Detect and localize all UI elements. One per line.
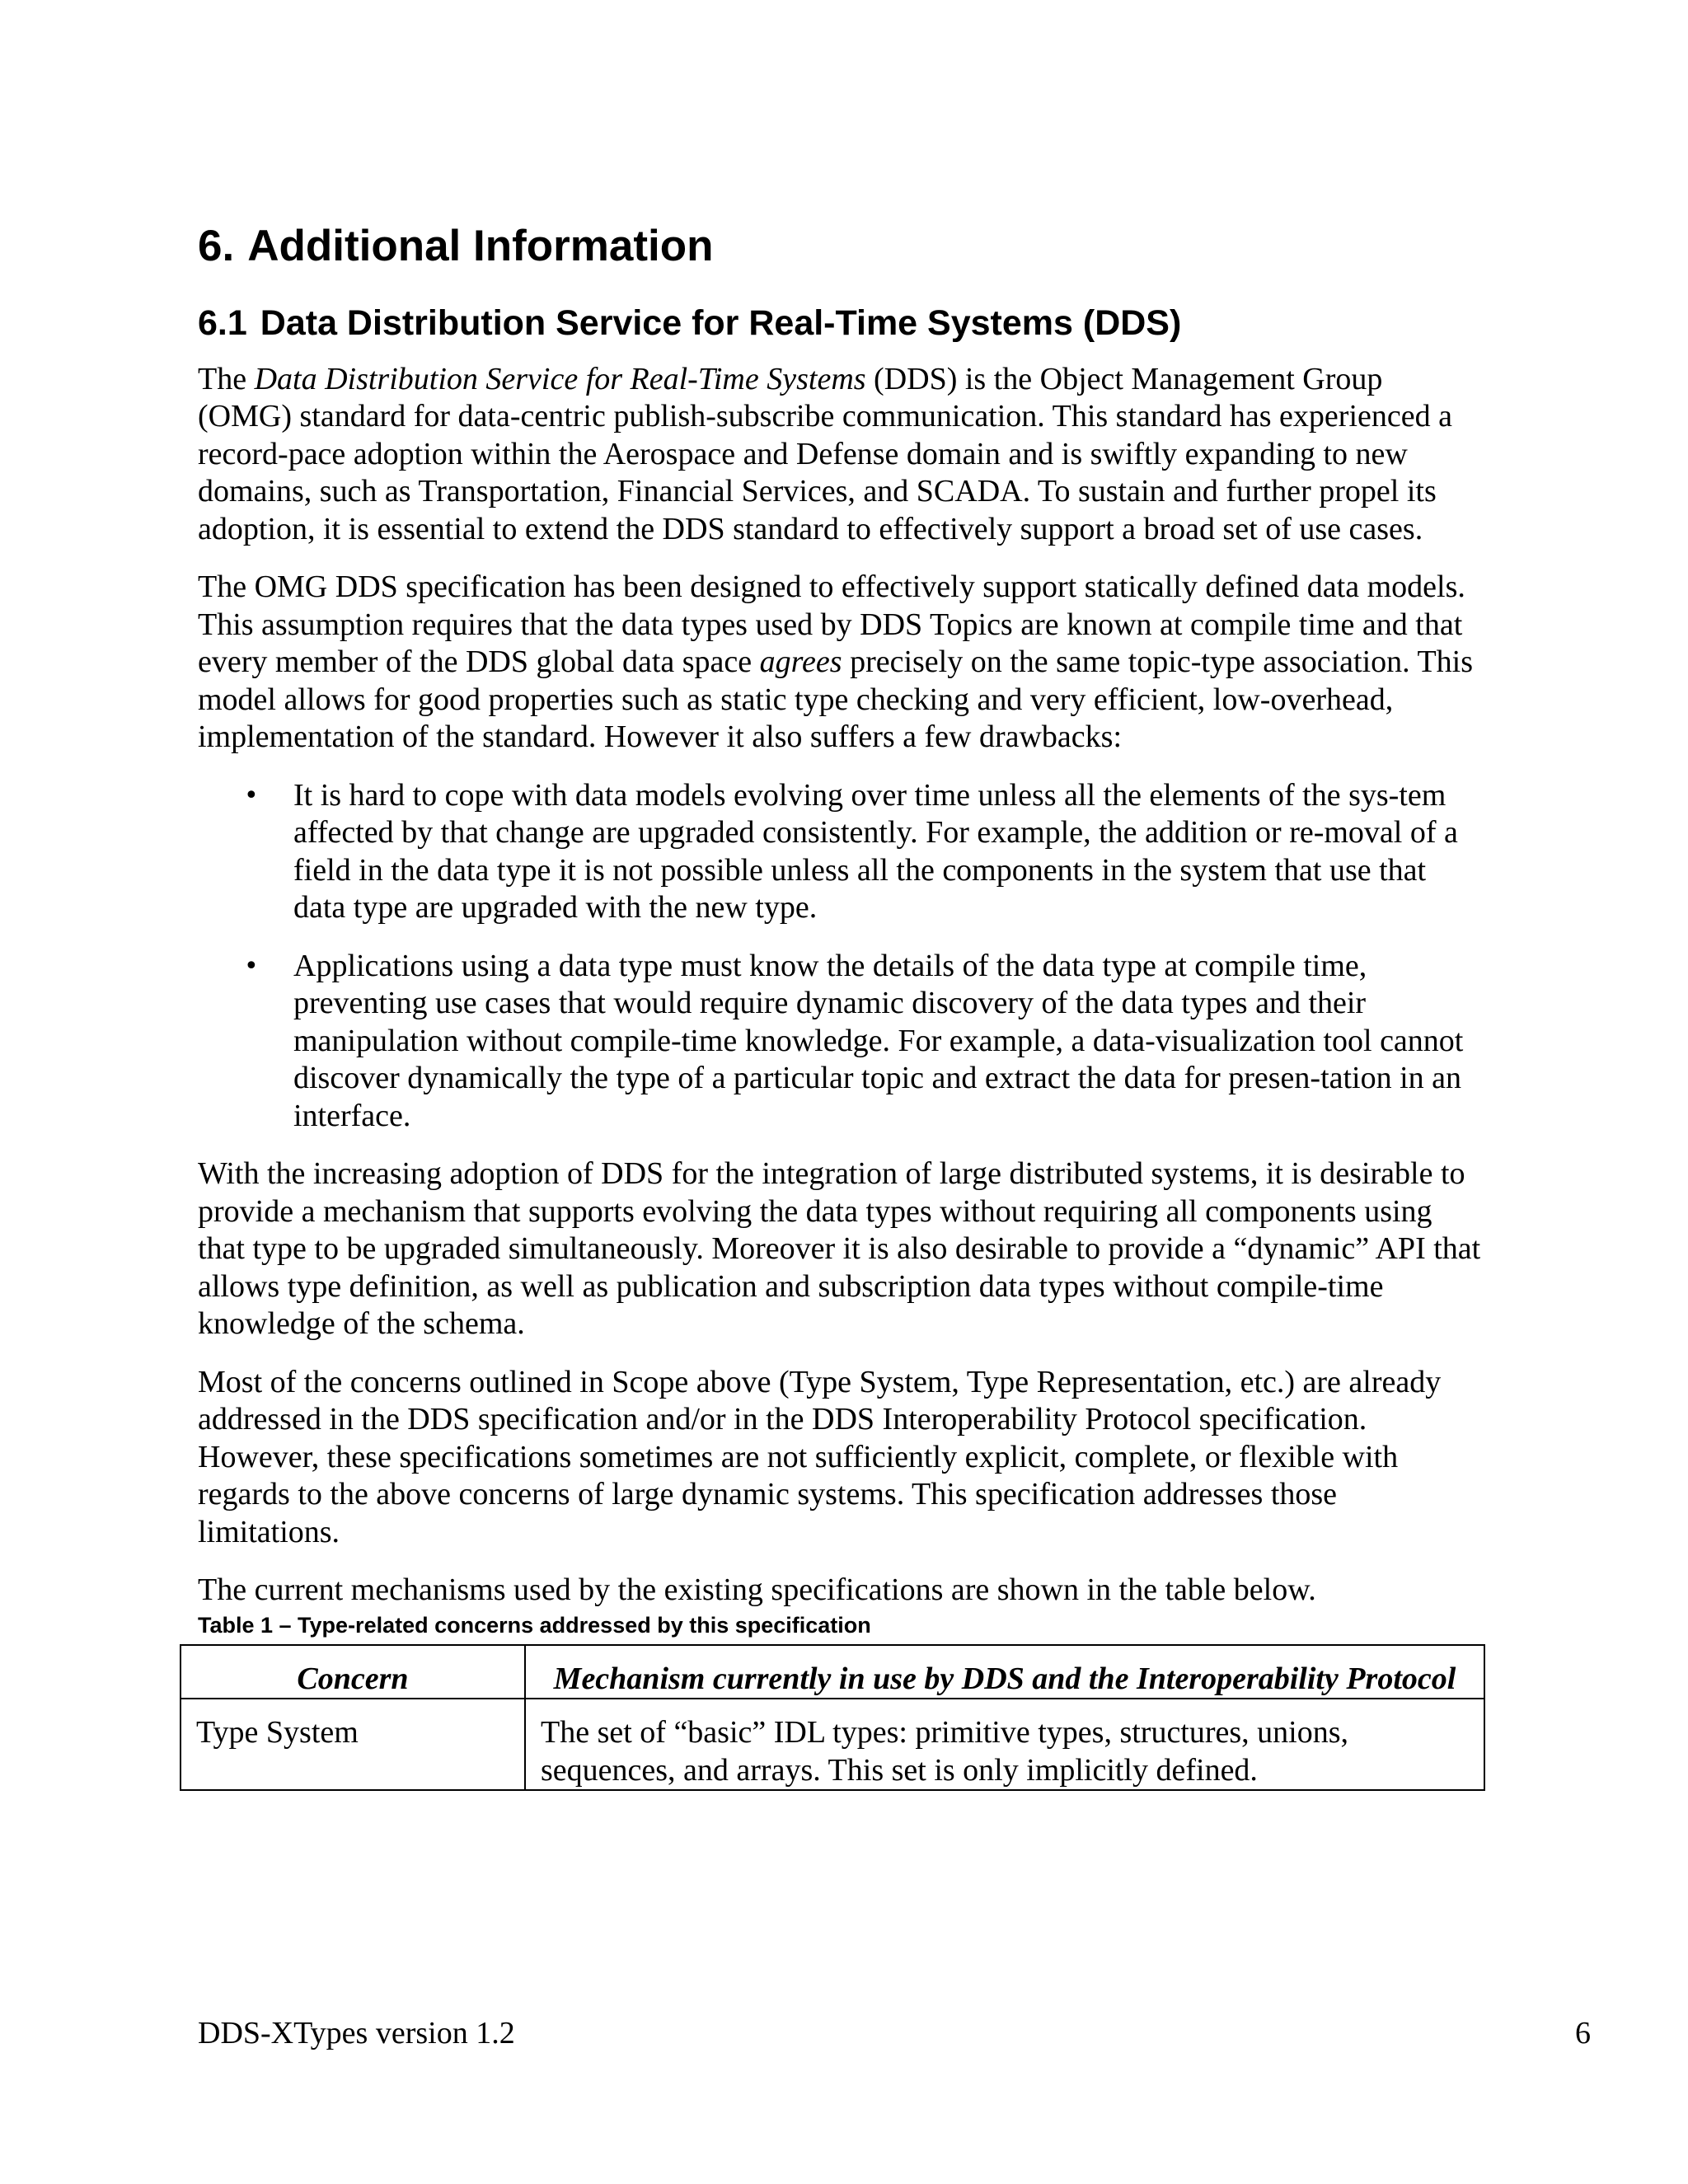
subsection-title: Data Distribution Service for Real-Time Systems (DDS) bbox=[260, 303, 1182, 344]
header-concern: Concern bbox=[181, 1645, 525, 1699]
section-heading bbox=[198, 223, 1484, 270]
paragraph-2 bbox=[198, 569, 1484, 757]
list-item bbox=[198, 948, 1484, 1136]
section-number: 6. bbox=[198, 222, 235, 270]
list-item-text: It is hard to cope with data models evolving over time unless all the elements of the sys-tem affected by that change are upgraded consistently. For example, the addition or re-moval of a field in the data type it is not possible unless all the components in the system that use that data type are upgraded with the new type. bbox=[293, 777, 1458, 926]
page-content bbox=[198, 223, 1484, 1791]
bullet-icon: • bbox=[244, 780, 259, 810]
paragraph-1-italic: Data Distribution Service for Real-Time Systems bbox=[254, 361, 866, 396]
paragraph-5: The current mechanisms used by the existing specifications are shown in the table below. bbox=[198, 1572, 1316, 1608]
paragraph-2-lead: The OMG DDS specification has been designed to effectively support statically defined data models. This assumption requires that the data types used by DDS Topics are known at compile time and that every member of the DDS global data space bbox=[198, 569, 1465, 680]
paragraph-1-rest: (DDS) is the Object Management Group (OMG) standard for data-centric publish-subscribe communication. This standard has experienced a record-pace adoption within the Aerospace and Defense domain and is swiftly expanding to new domains, such as Transportation, Financial Services, and SCADA. To sustain and further propel its adoption, it is essential to extend the DDS standard to effectively support a broad set of use cases. bbox=[198, 361, 1452, 546]
paragraph-3: With the increasing adoption of DDS for the integration of large distributed systems, it is desirable to provide a mechanism that supports evolving the data types without requiring all components using that type to be upgraded simultaneously. Moreover it is also desirable to provide a “dynamic” API that allows type definition, as well as publication and subscription data types without compile-time knowledge of the schema. bbox=[198, 1156, 1481, 1342]
cell-mechanism: The set of “basic” IDL types: primitive types, structures, unions, sequences, and arrays. This set is only implicitly defined. bbox=[525, 1699, 1484, 1790]
paragraph-1-lead: The bbox=[198, 361, 255, 396]
table-row bbox=[181, 1699, 1484, 1790]
header-mechanism: Mechanism currently in use by DDS and the Interoperability Protocol bbox=[525, 1645, 1484, 1699]
bullet-icon: • bbox=[244, 951, 259, 981]
table-caption: Table 1 – Type-related concerns addressed by this specification bbox=[198, 1612, 871, 1638]
paragraph-2-italic: agrees bbox=[759, 644, 842, 680]
list-item bbox=[198, 777, 1484, 927]
drawbacks-list bbox=[198, 777, 1484, 1136]
section-title: Additional Information bbox=[247, 222, 714, 270]
paragraph-2-rest: precisely on the same topic-type association. This model allows for good properties such as static type checking and very efficient, low-overhead, implementation of the standard. However it also suffers a few drawbacks: bbox=[198, 644, 1473, 755]
subsection-number: 6.1 bbox=[198, 303, 247, 344]
concerns-table bbox=[180, 1644, 1485, 1792]
page-footer bbox=[198, 2015, 1591, 2052]
paragraph-4: Most of the concerns outlined in Scope above (Type System, Type Representation, etc.) are already addressed in the DDS specification and/or in the DDS Interoperability Protocol specification. However, these specifications sometimes are not sufficiently explicit, complete, or flexible with regards to the above concerns of large dynamic systems. This specification addresses those limitations. bbox=[198, 1364, 1442, 1549]
list-item-text: Applications using a data type must know the details of the data type at compile time, preventing use cases that would require dynamic discovery of the data types and their manipulation without compile-time knowledge. For example, a data-visualization tool cannot discover dynamically the type of a particular topic and extract the data for presen-tation in an interface. bbox=[293, 948, 1464, 1133]
subsection-heading bbox=[198, 303, 1484, 344]
cell-concern: Type System bbox=[181, 1699, 525, 1790]
table-header-row bbox=[181, 1645, 1484, 1699]
footer-document-title: DDS-XTypes version 1.2 bbox=[198, 2016, 515, 2050]
paragraph-1 bbox=[198, 361, 1484, 549]
page-number: 6 bbox=[1575, 2016, 1591, 2050]
